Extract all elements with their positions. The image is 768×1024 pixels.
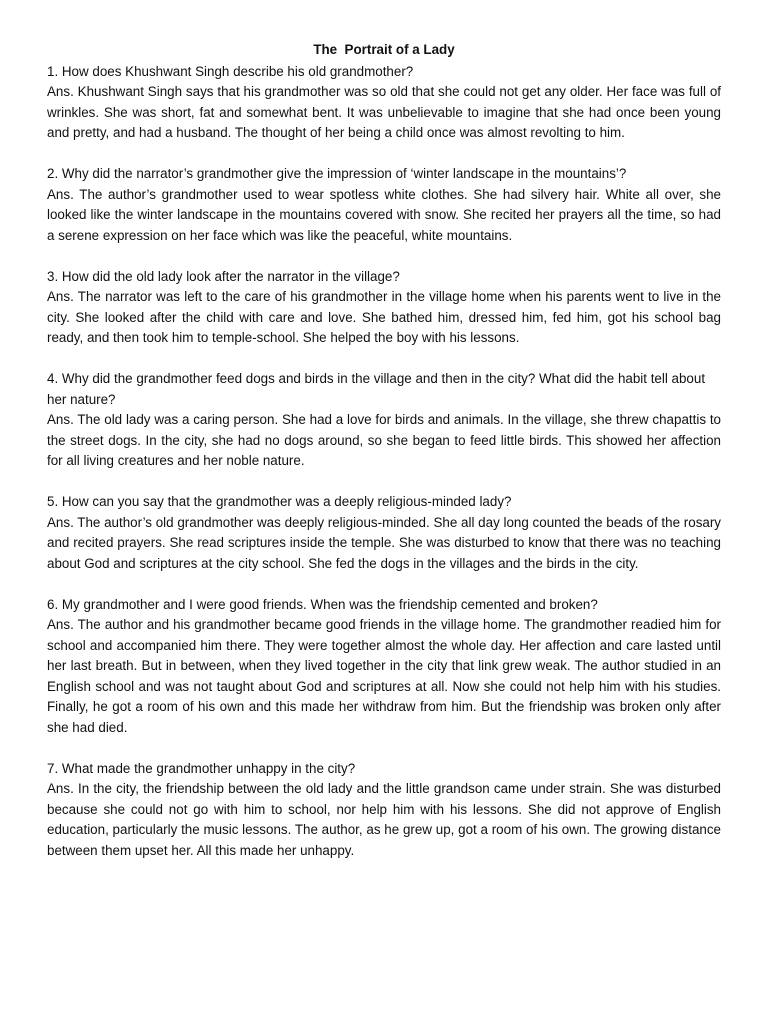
answer-1: Ans. Khushwant Singh says that his grandmother was so old that she could not get any older. Her face was full of wrinkles. She was short, fat and somewhat bent. It was unbelievable to imagine that she had once been young and pretty, and had a husband. The thought of her being a child once was almost revolting to him. (47, 84, 721, 140)
answer-2: Ans. The author’s grandmother used to wear spotless white clothes. She had silvery hair. White all over, she looked like the winter landscape in the mountains covered with snow. She recited her prayers all the time, so had a serene expression on her face which was like the peaceful, white mountains. (47, 186, 721, 243)
question-6: 6. My grandmother and I were good friends. When was the friendship cemented and broken? (47, 596, 598, 612)
question-2: 2. Why did the narrator’s grandmother give the impression of ‘winter landscape in the mountains’? (47, 166, 627, 181)
answer-4: Ans. The old lady was a caring person. She had a love for birds and animals. In the village, she threw chapattis to the street dogs. In the city, she had no dogs around, so she began to feed little birds. This showed her affection for all living creatures and her noble nature. (47, 412, 721, 468)
question-5: 5. How can you say that the grandmother was a deeply religious-minded lady? (47, 494, 512, 509)
answer-5: Ans. The author’s old grandmother was deeply religious-minded. She all day long counted the beads of the rosary and recited prayers. She read scriptures inside the temple. She was disturbed to know that there was no teaching about God and scriptures at the city school. She fed the dogs in the villages and the birds in the city. (47, 514, 721, 571)
qa-item-1 (47, 62, 721, 144)
question-3: 3. How did the old lady look after the narrator in the village? (47, 268, 400, 284)
question-4: 4. Why did the grandmother feed dogs and birds in the village and then in the city? What did the habit tell about her nature? (47, 371, 706, 407)
answer-7: Ans. In the city, the friendship between the old lady and the little grandson came under strain. She was disturbed because she could not go with him to school, nor help him with his lessons. She did not approve of English education, particularly the music lessons. The author, as he grew up, got a room of his own. The growing distance between them upset her. All this made her unhappy. (47, 781, 721, 858)
answer-3: Ans. The narrator was left to the care of his grandmother in the village home when his parents went to live in the city. She looked after the child with care and love. She bathed him, dressed him, fed him, got his school bag ready, and then took him to temple-school. She helped the boy with his lessons. (47, 289, 721, 345)
qa-item-3 (47, 267, 721, 349)
qa-item-7 (47, 759, 721, 862)
question-1: 1. How does Khushwant Singh describe his old grandmother? (47, 63, 414, 79)
answer-6: Ans. The author and his grandmother became good friends in the village home. The grandmother readied him for school and accompanied him there. They were together almost the whole day. Her affection and care lasted until her last breath. But in between, when they lived together in the city that link grew weak. The author studied in an English school and was not taught about God and scriptures at all. Now she could not help him with his studies. Finally, he got a room of his own and this made her withdraw from him. But the friendship was broken only after she had died. (47, 617, 721, 735)
qa-item-6 (47, 595, 721, 739)
question-7: 7. What made the grandmother unhappy in the city? (47, 760, 356, 776)
qa-item-5 (47, 492, 721, 574)
page-title: The Portrait of a Lady (313, 42, 455, 57)
qa-item-4 (47, 369, 721, 472)
qa-item-2 (47, 164, 721, 246)
